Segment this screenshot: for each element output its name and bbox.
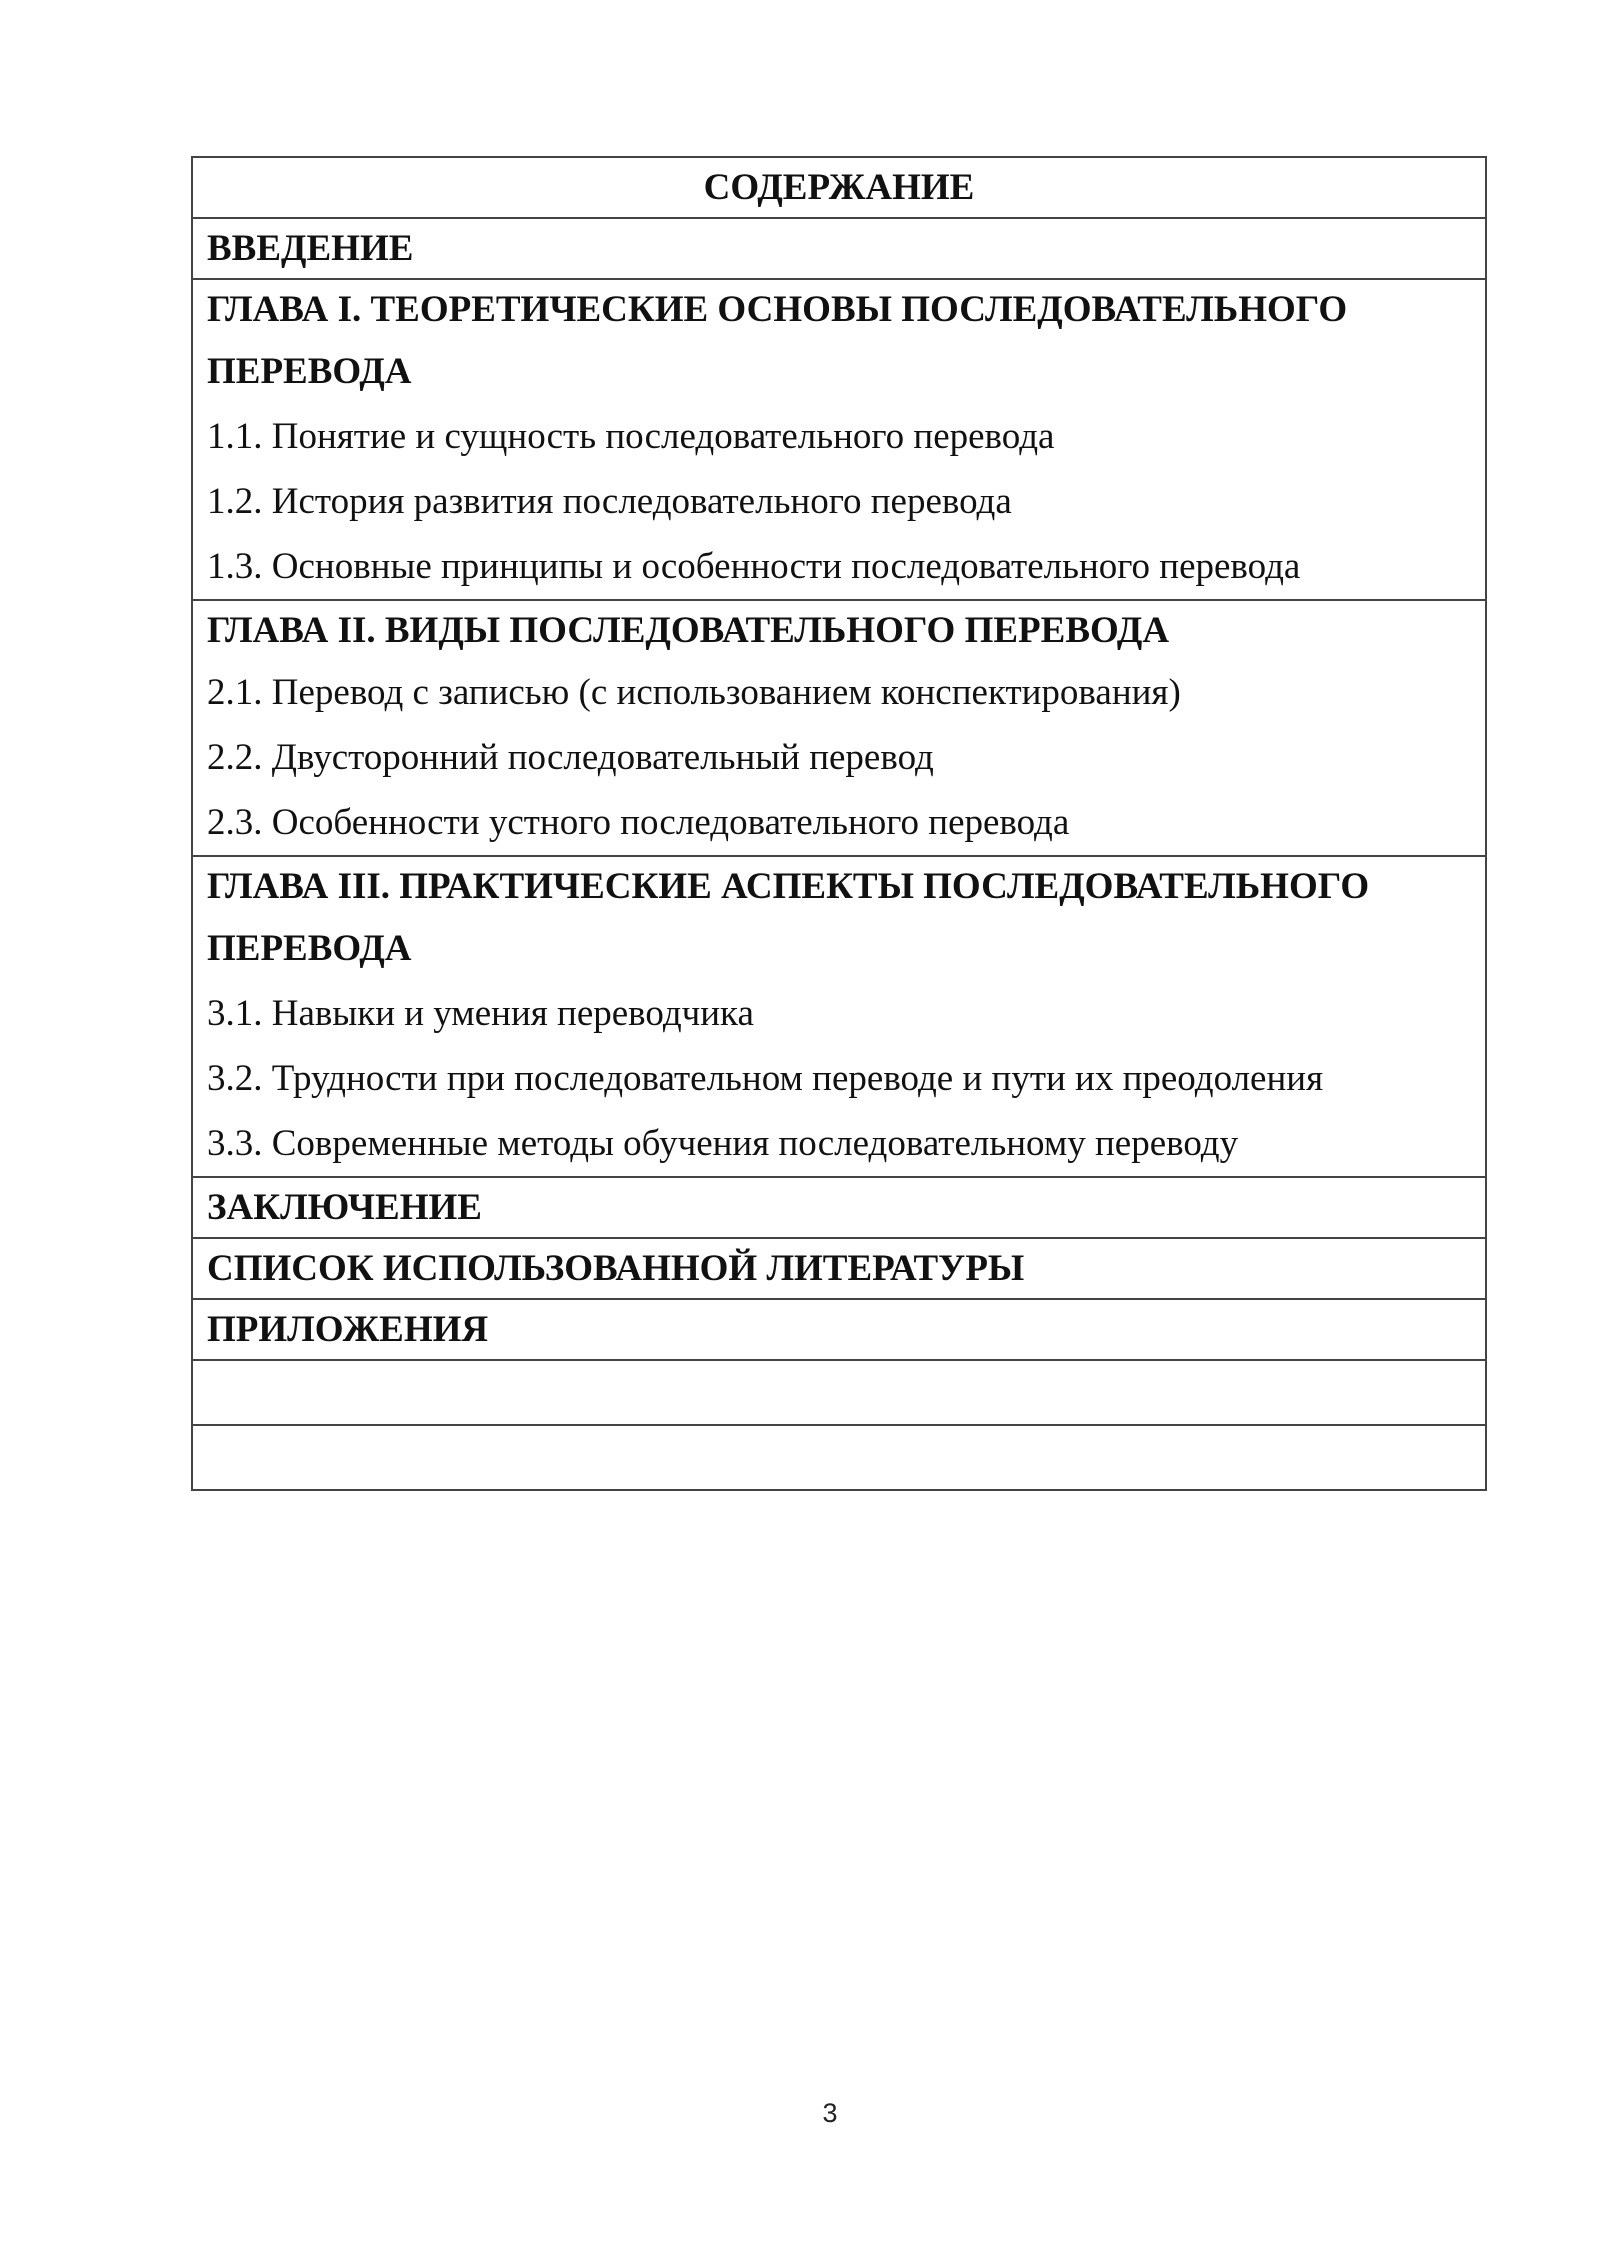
toc-row-introduction bbox=[192, 218, 1486, 279]
toc-item-2-1: 2.1. Перевод с записью (с использованием конспектирования) bbox=[207, 672, 1181, 713]
toc-item-3-3: 3.3. Современные методы обучения последовательному переводу bbox=[207, 1123, 1239, 1164]
table-of-contents bbox=[191, 156, 1487, 1491]
toc-item-1-3: 1.3. Основные принципы и особенности последовательного перевода bbox=[207, 546, 1301, 587]
chapter-3-heading: ГЛАВА III. ПРАКТИЧЕСКИЕ АСПЕКТЫ ПОСЛЕДОВАТЕЛЬНОГО bbox=[207, 866, 1370, 907]
toc-conclusion: ЗАКЛЮЧЕНИЕ bbox=[192, 1177, 1486, 1238]
toc-row-chapter-1 bbox=[192, 279, 1486, 600]
toc-item-3-2: 3.2. Трудности при последовательном переводе и пути их преодоления bbox=[207, 1058, 1324, 1099]
toc-item-2-2: 2.2. Двусторонний последовательный перевод bbox=[207, 737, 934, 778]
toc-empty-row bbox=[192, 1360, 1486, 1425]
chapter-1-heading: ГЛАВА I. ТЕОРЕТИЧЕСКИЕ ОСНОВЫ ПОСЛЕДОВАТЕЛЬНОГО bbox=[207, 289, 1348, 330]
chapter-3-heading-continued: ПЕРЕВОДА bbox=[207, 928, 412, 969]
toc-row-conclusion bbox=[192, 1177, 1486, 1238]
toc-chapter-1 bbox=[192, 279, 1486, 600]
toc-item-2-3: 2.3. Особенности устного последовательного перевода bbox=[207, 802, 1070, 843]
toc-empty-row bbox=[192, 1425, 1486, 1490]
toc-appendices: ПРИЛОЖЕНИЯ bbox=[192, 1299, 1486, 1360]
toc-item-1-1: 1.1. Понятие и сущность последовательного перевода bbox=[207, 416, 1055, 457]
toc-chapter-3 bbox=[192, 856, 1486, 1177]
toc-title: СОДЕРЖАНИЕ bbox=[192, 157, 1486, 218]
toc-empty-cell bbox=[192, 1425, 1486, 1490]
toc-empty-cell bbox=[192, 1360, 1486, 1425]
toc-row-references bbox=[192, 1238, 1486, 1299]
toc-references: СПИСОК ИСПОЛЬЗОВАННОЙ ЛИТЕРАТУРЫ bbox=[192, 1238, 1486, 1299]
toc-introduction: ВВЕДЕНИЕ bbox=[192, 218, 1486, 279]
toc-item-1-2: 1.2. История развития последовательного перевода bbox=[207, 481, 1012, 522]
chapter-1-heading-continued: ПЕРЕВОДА bbox=[207, 351, 412, 392]
chapter-2-heading: ГЛАВА II. ВИДЫ ПОСЛЕДОВАТЕЛЬНОГО ПЕРЕВОДА bbox=[207, 610, 1170, 651]
page-number: 3 bbox=[822, 2098, 838, 2128]
toc-chapter-2 bbox=[192, 600, 1486, 856]
toc-row-appendices bbox=[192, 1299, 1486, 1360]
toc-title-row bbox=[192, 157, 1486, 218]
toc-row-chapter-2 bbox=[192, 600, 1486, 856]
toc-item-3-1: 3.1. Навыки и умения переводчика bbox=[207, 993, 754, 1034]
toc-row-chapter-3 bbox=[192, 856, 1486, 1177]
